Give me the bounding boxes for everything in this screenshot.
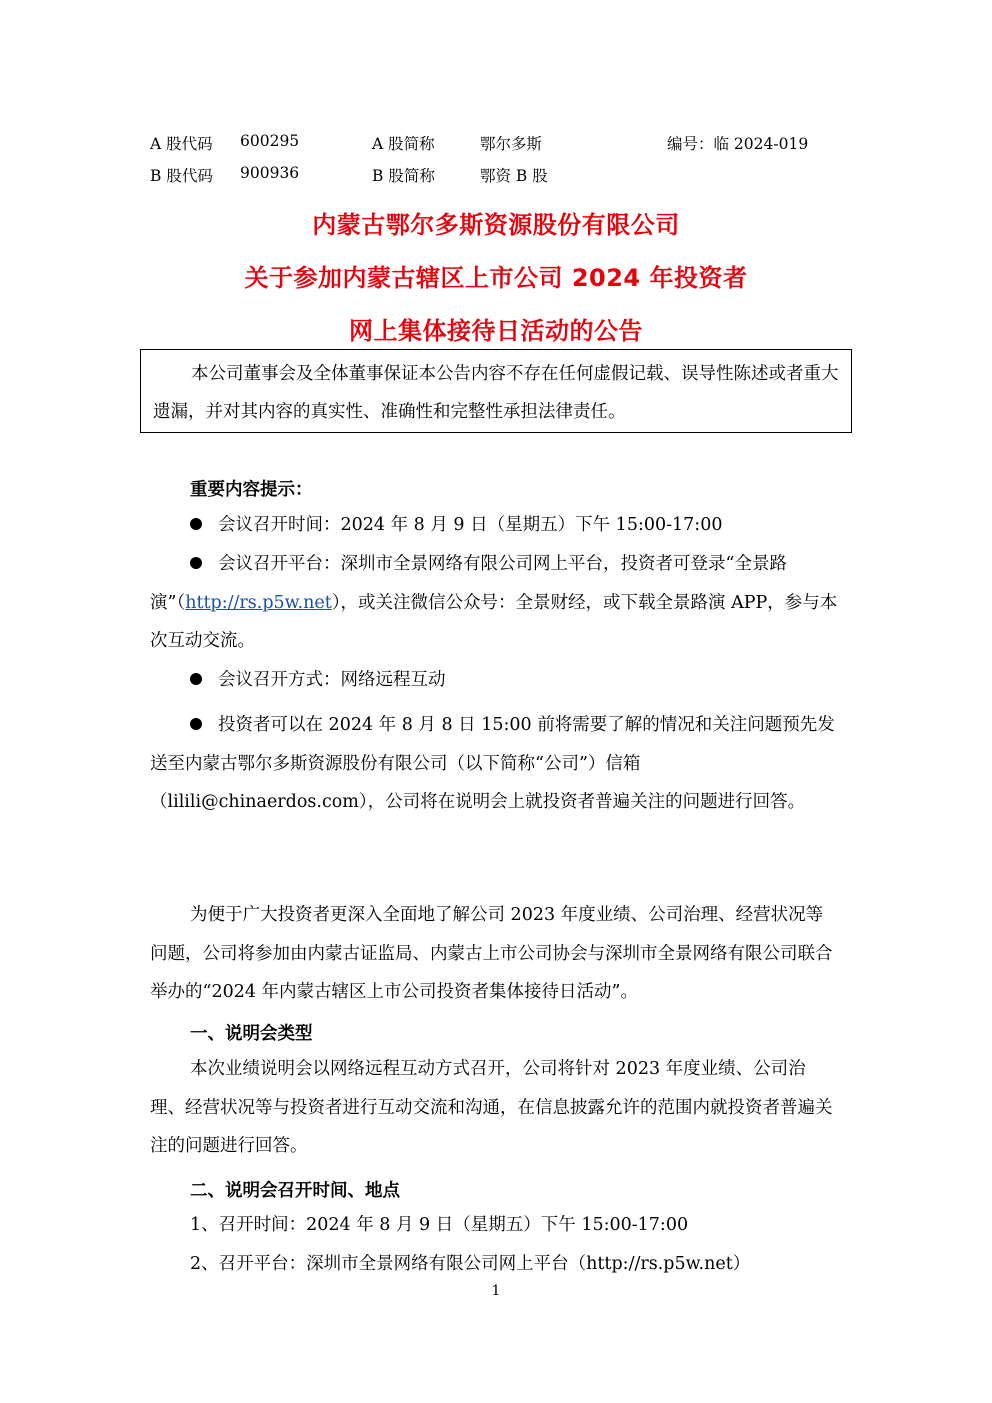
a-share-code: 600295 [240, 132, 300, 150]
b-share-code-label: B 股代码 [150, 167, 213, 185]
highlight-item-questions: 投资者可以在 2024 年 8 月 8 日 15:00 前将需要了解的情况和关注问题预先发送至内蒙古鄂尔多斯资源股份有限公司（以下简称“公司”）信箱（lilili@chinaerdos.com），公司将在说明会上就投资者普遍关注的问题进行回答。 [150, 715, 835, 812]
bullet-icon [190, 557, 202, 569]
highlight-item-platform: 会议召开平台：深圳市全景网络有限公司网上平台，投资者可登录“全景路演”（http://rs.p5w.net），或关注微信公众号：全景财经，或下载全景路演 APP，参与本次互动交流。 [150, 554, 838, 651]
a-share-abbr: 鄂尔多斯 [480, 135, 543, 153]
b-share-code: 900936 [240, 164, 300, 182]
page-number: 1 [491, 1283, 501, 1299]
title-line-3: 网上集体接待日活动的公告 [349, 317, 643, 345]
section-1-body: 本次业绩说明会以网络远程互动方式召开，公司将针对 2023 年度业绩、公司治理、经营状况等与投资者进行互动交流和沟通，在信息披露允许的范围内就投资者普遍关注的问题进行回答。 [150, 1059, 833, 1156]
a-share-code-label: A 股代码 [150, 135, 213, 153]
section-2-item-2: 2、召开平台：深圳市全景网络有限公司网上平台（http://rs.p5w.net） [190, 1254, 751, 1274]
title-line-2: 关于参加内蒙古辖区上市公司 2024 年投资者 [244, 264, 748, 292]
b-share-abbr-label: B 股简称 [372, 167, 435, 185]
section-1-heading: 一、说明会类型 [190, 1024, 313, 1044]
bullet-icon [190, 673, 202, 685]
bullet-icon [190, 518, 202, 530]
header-row-b [150, 164, 850, 188]
highlights-heading: 重要内容提示： [190, 480, 313, 500]
section-2-item-1: 1、召开时间：2024 年 8 月 9 日（星期五）下午 15:00-17:00 [190, 1215, 689, 1235]
b-share-abbr: 鄂资 B 股 [480, 167, 548, 185]
board-guarantee-text: 本公司董事会及全体董事保证本公告内容不存在任何虚假记载、误导性陈述或者重大遗漏，并对其内容的真实性、准确性和完整性承担法律责任。 [153, 364, 839, 422]
intro-paragraph: 为便于广大投资者更深入全面地了解公司 2023 年度业绩、公司治理、经营状况等问题，公司将参加由内蒙古证监局、内蒙古上市公司协会与深圳市全景网络有限公司联合举办的“2024 年内蒙古辖区上市公司投资者集体接待日活动”。 [150, 905, 833, 1002]
board-guarantee-box [140, 349, 852, 433]
platform-link[interactable]: http://rs.p5w.net [185, 592, 332, 613]
a-share-abbr-label: A 股简称 [372, 135, 435, 153]
highlight-item-method: 会议召开方式：网络远程互动 [150, 661, 840, 700]
header-row-a [150, 132, 850, 156]
title-line-1: 内蒙古鄂尔多斯资源股份有限公司 [312, 211, 680, 239]
bullet-icon [190, 718, 202, 730]
highlight-item-time: 会议召开时间：2024 年 8 月 9 日（星期五）下午 15:00-17:00 [150, 506, 840, 545]
announcement-number: 编号：临 2024-019 [667, 135, 809, 153]
section-2-heading: 二、说明会召开时间、地点 [190, 1181, 400, 1201]
